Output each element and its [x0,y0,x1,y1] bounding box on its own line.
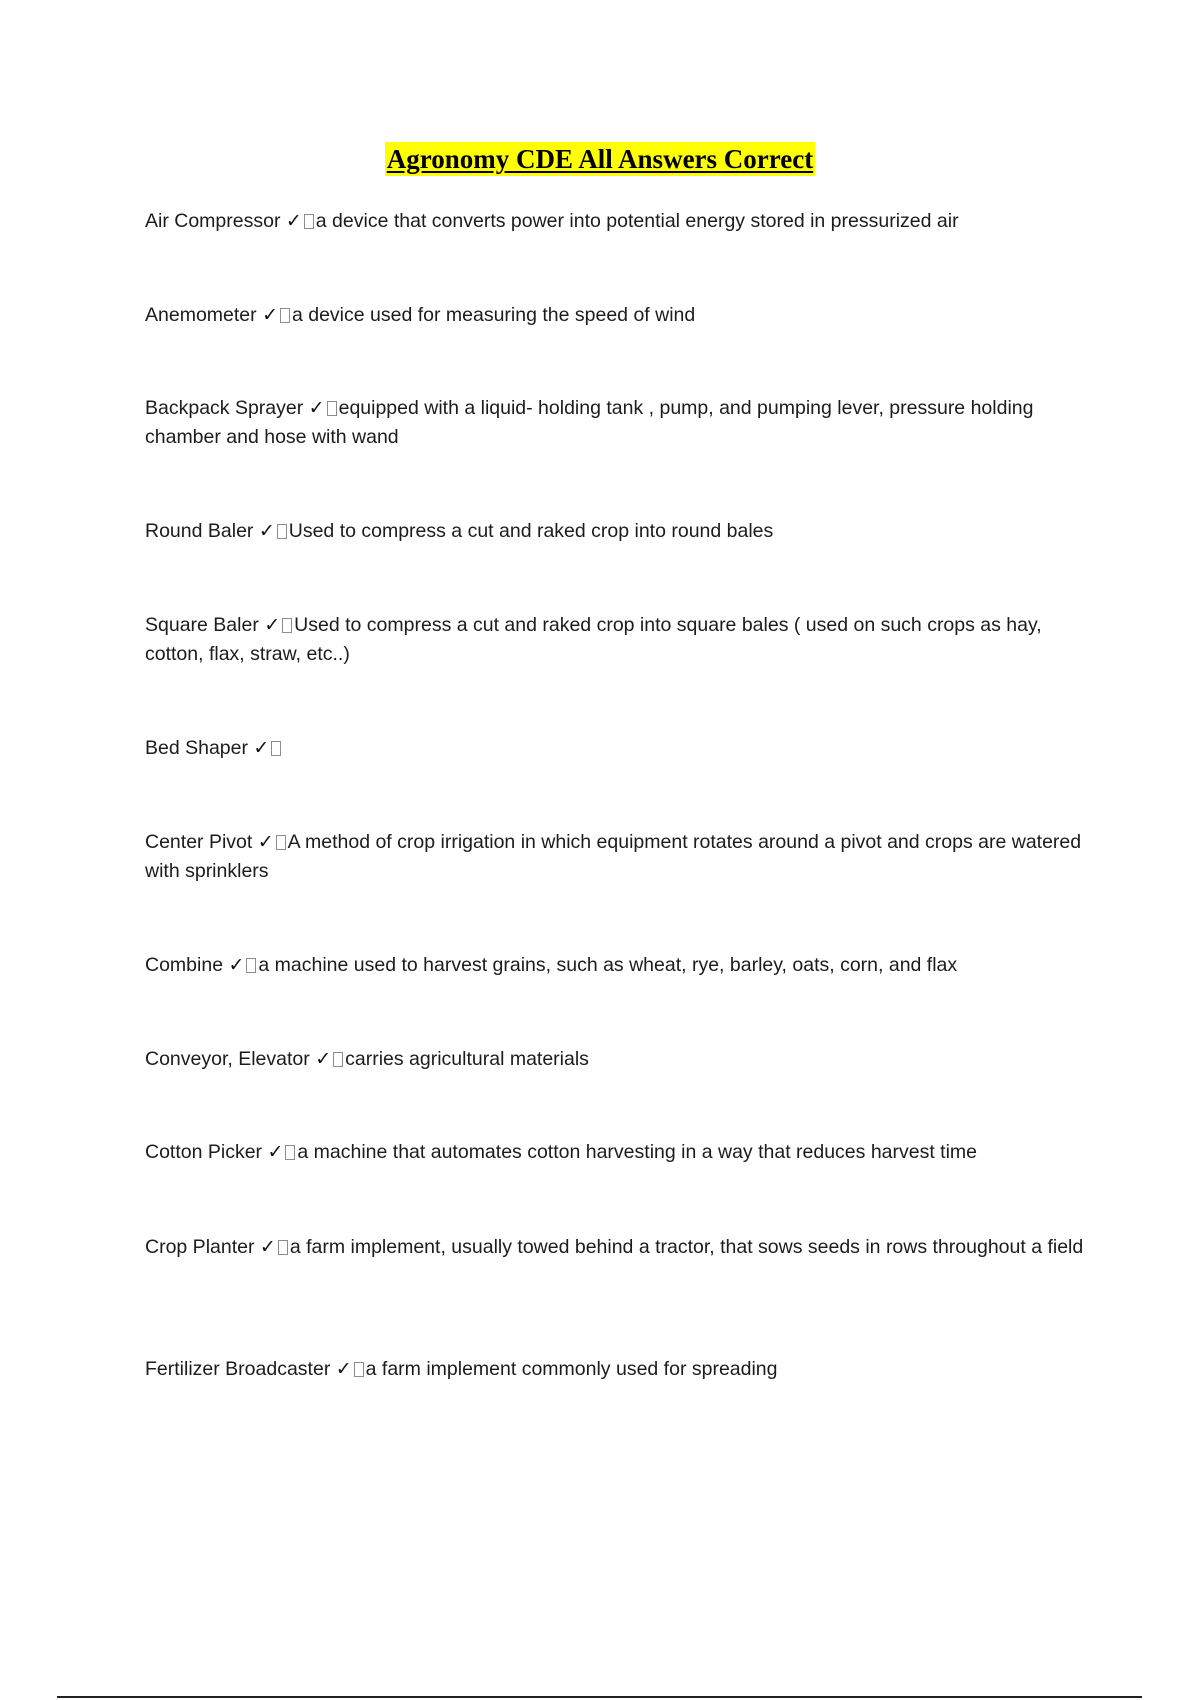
missing-glyph-icon [280,308,290,323]
list-item [145,1355,1090,1384]
check-icon: ✓ [267,1141,284,1163]
check-icon: ✓ [285,210,302,232]
entry-definition: a machine used to harvest grains, such as wheat, rye, barley, oats, corn, and flax [258,954,958,976]
check-icon: ✓ [228,954,245,976]
list-item [145,1233,1090,1262]
entry-term: Bed Shaper [145,737,248,759]
footer-divider [57,1696,1142,1698]
list-item [145,1138,1090,1167]
check-icon: ✓ [262,304,278,326]
missing-glyph-icon [354,1362,364,1377]
missing-glyph-icon [285,1145,295,1160]
entry-definition: a device used for measuring the speed of wind [291,304,696,326]
entry-term: Backpack Sprayer [145,397,304,419]
missing-glyph-icon [276,835,286,850]
check-icon: ✓ [335,1358,352,1380]
entry-term: Combine [145,954,224,976]
missing-glyph-icon [282,618,292,633]
entry-term: Fertilizer Broadcaster [145,1358,331,1380]
entry-term: Conveyor, Elevator [145,1048,310,1070]
entry-term: Anemometer [145,304,257,326]
entry-term: Air Compressor [145,210,281,232]
entry-term: Cotton Picker [145,1141,263,1163]
list-item [145,951,1090,980]
list-item [145,734,1090,763]
entry-term: Square Baler [145,614,259,636]
entry-term: Crop Planter [145,1236,255,1258]
entry-definition: a machine that automates cotton harvesting in a way that reduces harvest time [297,1141,978,1163]
list-item [145,207,1090,236]
entry-definition: a farm implement, usually towed behind a tractor, that sows seeds in rows throughout a field [289,1236,1084,1258]
check-icon: ✓ [264,614,281,636]
entry-definition: a device that converts power into potential energy stored in pressurized air [315,210,959,232]
missing-glyph-icon [246,958,256,973]
list-item [145,394,1090,452]
entry-definition: carries agricultural materials [345,1048,589,1070]
missing-glyph-icon [327,401,337,416]
check-icon: ✓ [253,737,270,759]
entry-definition: a farm implement commonly used for spreading [365,1358,778,1380]
entry-definition: equipped with a liquid- holding tank , pump, and pumping lever, pressure holding chamber and hose with wand [145,397,1034,448]
list-item [145,517,1090,546]
list-item [145,301,1090,330]
list-item [145,1045,1090,1074]
missing-glyph-icon [333,1052,343,1067]
check-icon: ✓ [315,1048,332,1070]
missing-glyph-icon [271,741,281,756]
missing-glyph-icon [277,524,287,539]
list-item [145,828,1090,886]
list-item [145,611,1090,669]
entry-definition: A method of crop irrigation in which equipment rotates around a pivot and crops are watered with sprinklers [145,831,1082,882]
check-icon: ✓ [308,397,325,419]
check-icon: ✓ [258,520,275,542]
entry-term: Center Pivot [145,831,253,853]
entry-definition: Used to compress a cut and raked crop into square bales ( used on such crops as hay, cotton, flax, straw, etc..) [145,614,1042,665]
check-icon: ✓ [259,1236,276,1258]
entry-definition: Used to compress a cut and raked crop into round bales [288,520,774,542]
document-title: Agronomy CDE All Answers Correct [386,144,814,174]
check-icon: ✓ [257,831,274,853]
missing-glyph-icon [278,1240,288,1255]
title-container [0,142,1200,176]
missing-glyph-icon [304,214,314,229]
entry-term: Round Baler [145,520,254,542]
